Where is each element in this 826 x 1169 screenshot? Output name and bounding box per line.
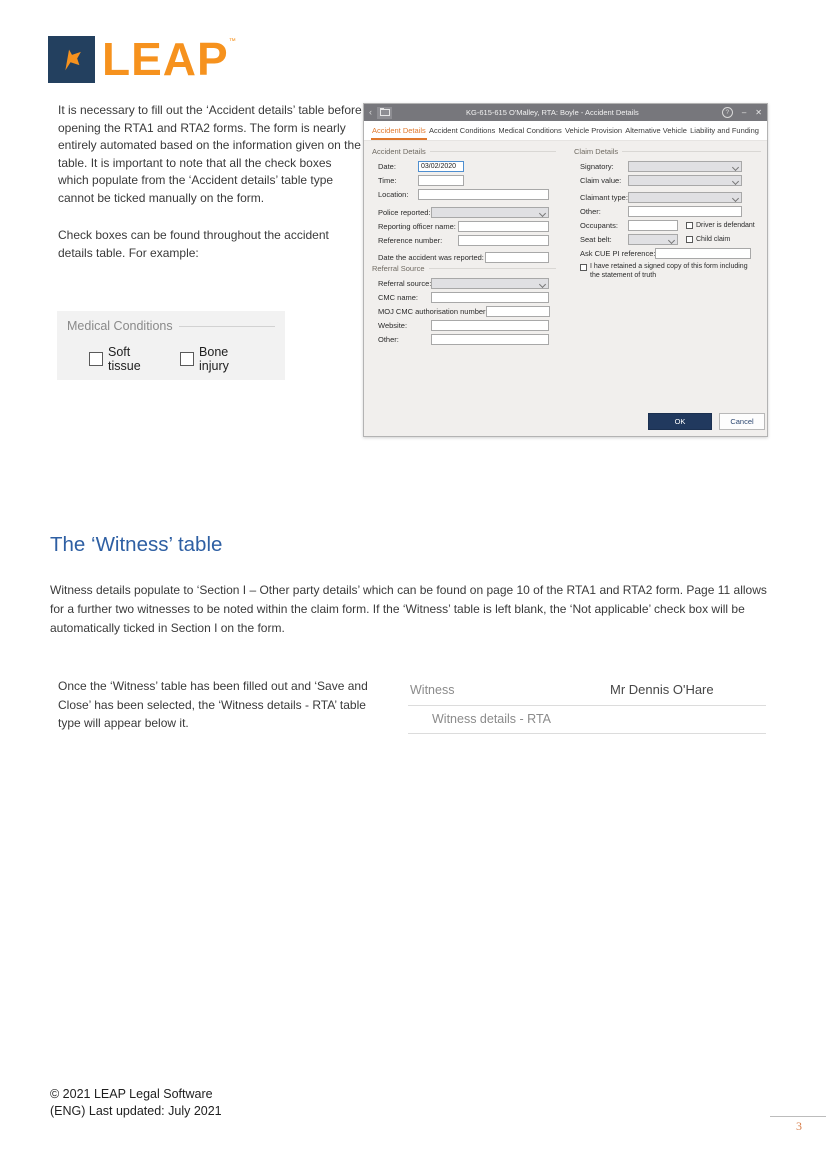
- child-claim-label: Child claim: [696, 235, 731, 243]
- divider: [430, 151, 556, 152]
- chevron-down-icon: [732, 163, 739, 170]
- medical-conditions-title: Medical Conditions: [67, 319, 173, 333]
- cue-reference-label: Ask CUE PI reference:: [580, 248, 656, 258]
- occupants-input[interactable]: [628, 220, 678, 231]
- intro-text: [58, 102, 362, 262]
- leap-logo-text: LEAP: [102, 33, 229, 85]
- claim-value-label: Claim value:: [580, 175, 622, 185]
- time-label: Time:: [378, 175, 397, 185]
- police-reported-select[interactable]: [431, 207, 549, 218]
- ok-button[interactable]: OK: [648, 413, 712, 430]
- witness-caption: Once the ‘Witness’ table has been filled out and ‘Save and Close’ has been selected, the ‘Witness details - RTA’ table type will appear below it.: [58, 679, 368, 730]
- witness-details-label: Witness details - RTA: [432, 712, 552, 726]
- tab-accident-details[interactable]: Accident Details: [371, 121, 427, 140]
- claim-other-input[interactable]: [628, 206, 742, 217]
- website-label: Website:: [378, 320, 408, 330]
- witness-table: [408, 678, 766, 734]
- soft-tissue-label: Soft tissue: [108, 345, 141, 373]
- location-input[interactable]: [418, 189, 549, 200]
- trademark-symbol: ™: [228, 38, 236, 45]
- referral-source-group: [372, 263, 556, 347]
- dialog-titlebar: [364, 104, 767, 121]
- moj-cmc-input[interactable]: [486, 306, 550, 317]
- folder-icon[interactable]: [377, 107, 392, 119]
- dialog-tabbar: [364, 121, 767, 141]
- leap-flag-icon: [48, 36, 95, 83]
- soft-tissue-checkbox[interactable]: [89, 352, 103, 366]
- retained-copy-checkbox[interactable]: [580, 264, 587, 271]
- cmc-name-input[interactable]: [431, 292, 549, 303]
- claim-other-label: Other:: [580, 206, 601, 216]
- date-reported-input[interactable]: [485, 252, 549, 263]
- date-reported-label: Date the accident was reported:: [378, 252, 484, 262]
- referral-source-group-title: Referral Source: [372, 263, 425, 273]
- back-icon[interactable]: ‹: [369, 107, 372, 117]
- seat-belt-select[interactable]: [628, 234, 678, 245]
- copyright-line: © 2021 LEAP Legal Software: [50, 1087, 213, 1101]
- date-label: Date:: [378, 161, 396, 171]
- claim-value-select[interactable]: [628, 175, 742, 186]
- medical-conditions-header: [67, 319, 275, 333]
- chevron-down-icon: [668, 236, 675, 243]
- claim-details-group: [574, 146, 761, 280]
- witness-details-row[interactable]: [408, 706, 766, 734]
- help-icon[interactable]: ?: [722, 107, 733, 118]
- location-label: Location:: [378, 189, 409, 199]
- leap-logo: [48, 33, 236, 85]
- divider: [622, 151, 761, 152]
- cancel-button[interactable]: Cancel: [719, 413, 765, 430]
- chevron-down-icon: [732, 194, 739, 201]
- close-icon[interactable]: ✕: [755, 108, 762, 117]
- witness-paragraph: Witness details populate to ‘Section I – Other party details’ which can be found on page 10 of the RTA1 and RTA2 form. Page 11 allows for a further two witnesses to be noted within the claim form. If the ‘Witness’ table is left blank, the ‘Not applicable’ check box will be automatically ticked in Section I on the form.: [50, 583, 767, 635]
- seat-belt-label: Seat belt:: [580, 234, 612, 244]
- intro-paragraph-2: Check boxes can be found throughout the accident details table. For example:: [58, 228, 329, 260]
- website-input[interactable]: [431, 320, 549, 331]
- accident-details-dialog: [363, 103, 768, 437]
- divider: [429, 268, 556, 269]
- date-input[interactable]: [418, 161, 464, 172]
- accident-details-group-title: Accident Details: [372, 146, 426, 156]
- tab-liability-and-funding[interactable]: Liability and Funding: [690, 126, 759, 135]
- last-updated-line: (ENG) Last updated: July 2021: [50, 1104, 222, 1118]
- page-number: 3: [796, 1119, 802, 1133]
- driver-is-defendant-checkbox[interactable]: [686, 222, 693, 229]
- bone-injury-label: Bone injury: [199, 345, 229, 373]
- referral-other-input[interactable]: [431, 334, 549, 345]
- reference-number-input[interactable]: [458, 235, 549, 246]
- accident-details-group: [372, 146, 556, 265]
- occupants-label: Occupants:: [580, 220, 618, 230]
- witness-table-row[interactable]: [408, 678, 766, 706]
- retained-copy-label: I have retained a signed copy of this form including the statement of truth: [590, 263, 748, 279]
- child-claim-checkbox[interactable]: [686, 236, 693, 243]
- page-footer: [50, 1086, 222, 1120]
- moj-cmc-label: MOJ CMC authorisation number: [378, 306, 486, 316]
- witness-row-value: Mr Dennis O'Hare: [610, 682, 714, 697]
- cue-reference-input[interactable]: [655, 248, 751, 259]
- driver-is-defendant-label: Driver is defendant: [696, 221, 755, 229]
- cmc-name-label: CMC name:: [378, 292, 419, 302]
- witness-section-heading: The ‘Witness’ table: [50, 533, 223, 556]
- tab-alternative-vehicle[interactable]: Alternative Vehicle: [625, 126, 687, 135]
- tab-vehicle-provision[interactable]: Vehicle Provision: [564, 126, 623, 135]
- tab-medical-conditions[interactable]: Medical Conditions: [498, 126, 562, 135]
- chevron-down-icon: [539, 209, 546, 216]
- page-number-divider: [770, 1116, 826, 1117]
- intro-paragraph-1: It is necessary to fill out the ‘Accident details’ table before opening the RTA1 and RTA2 forms. The form is nearly entirely automated based on the information given on the table. It is important to note that all the check boxes which populate from the ‘Accident details’ table type cannot be ticked manually on the form.: [58, 103, 362, 205]
- reporting-officer-input[interactable]: [458, 221, 549, 232]
- minimize-icon[interactable]: –: [741, 108, 747, 117]
- signatory-label: Signatory:: [580, 161, 614, 171]
- time-input[interactable]: [418, 175, 464, 186]
- witness-row-label: Witness: [410, 683, 455, 697]
- divider: [179, 326, 275, 327]
- referral-other-label: Other:: [378, 334, 399, 344]
- chevron-down-icon: [539, 280, 546, 287]
- claimant-type-select[interactable]: [628, 192, 742, 203]
- referral-source-label: Referral source:: [378, 278, 432, 288]
- dialog-body: [364, 141, 767, 437]
- claimant-type-label: Claimant type:: [580, 192, 628, 202]
- referral-source-select[interactable]: [431, 278, 549, 289]
- police-reported-label: Police reported:: [378, 207, 431, 217]
- chevron-down-icon: [732, 177, 739, 184]
- signatory-select[interactable]: [628, 161, 742, 172]
- reference-number-label: Reference number:: [378, 235, 443, 245]
- bone-injury-checkbox[interactable]: [180, 352, 194, 366]
- dialog-title: KG-615-615 O'Malley, RTA: Boyle - Accident Details: [466, 108, 639, 117]
- reporting-officer-label: Reporting officer name:: [378, 221, 456, 231]
- claim-details-group-title: Claim Details: [574, 146, 619, 156]
- medical-conditions-example: [57, 311, 285, 380]
- tab-accident-conditions[interactable]: Accident Conditions: [428, 126, 496, 135]
